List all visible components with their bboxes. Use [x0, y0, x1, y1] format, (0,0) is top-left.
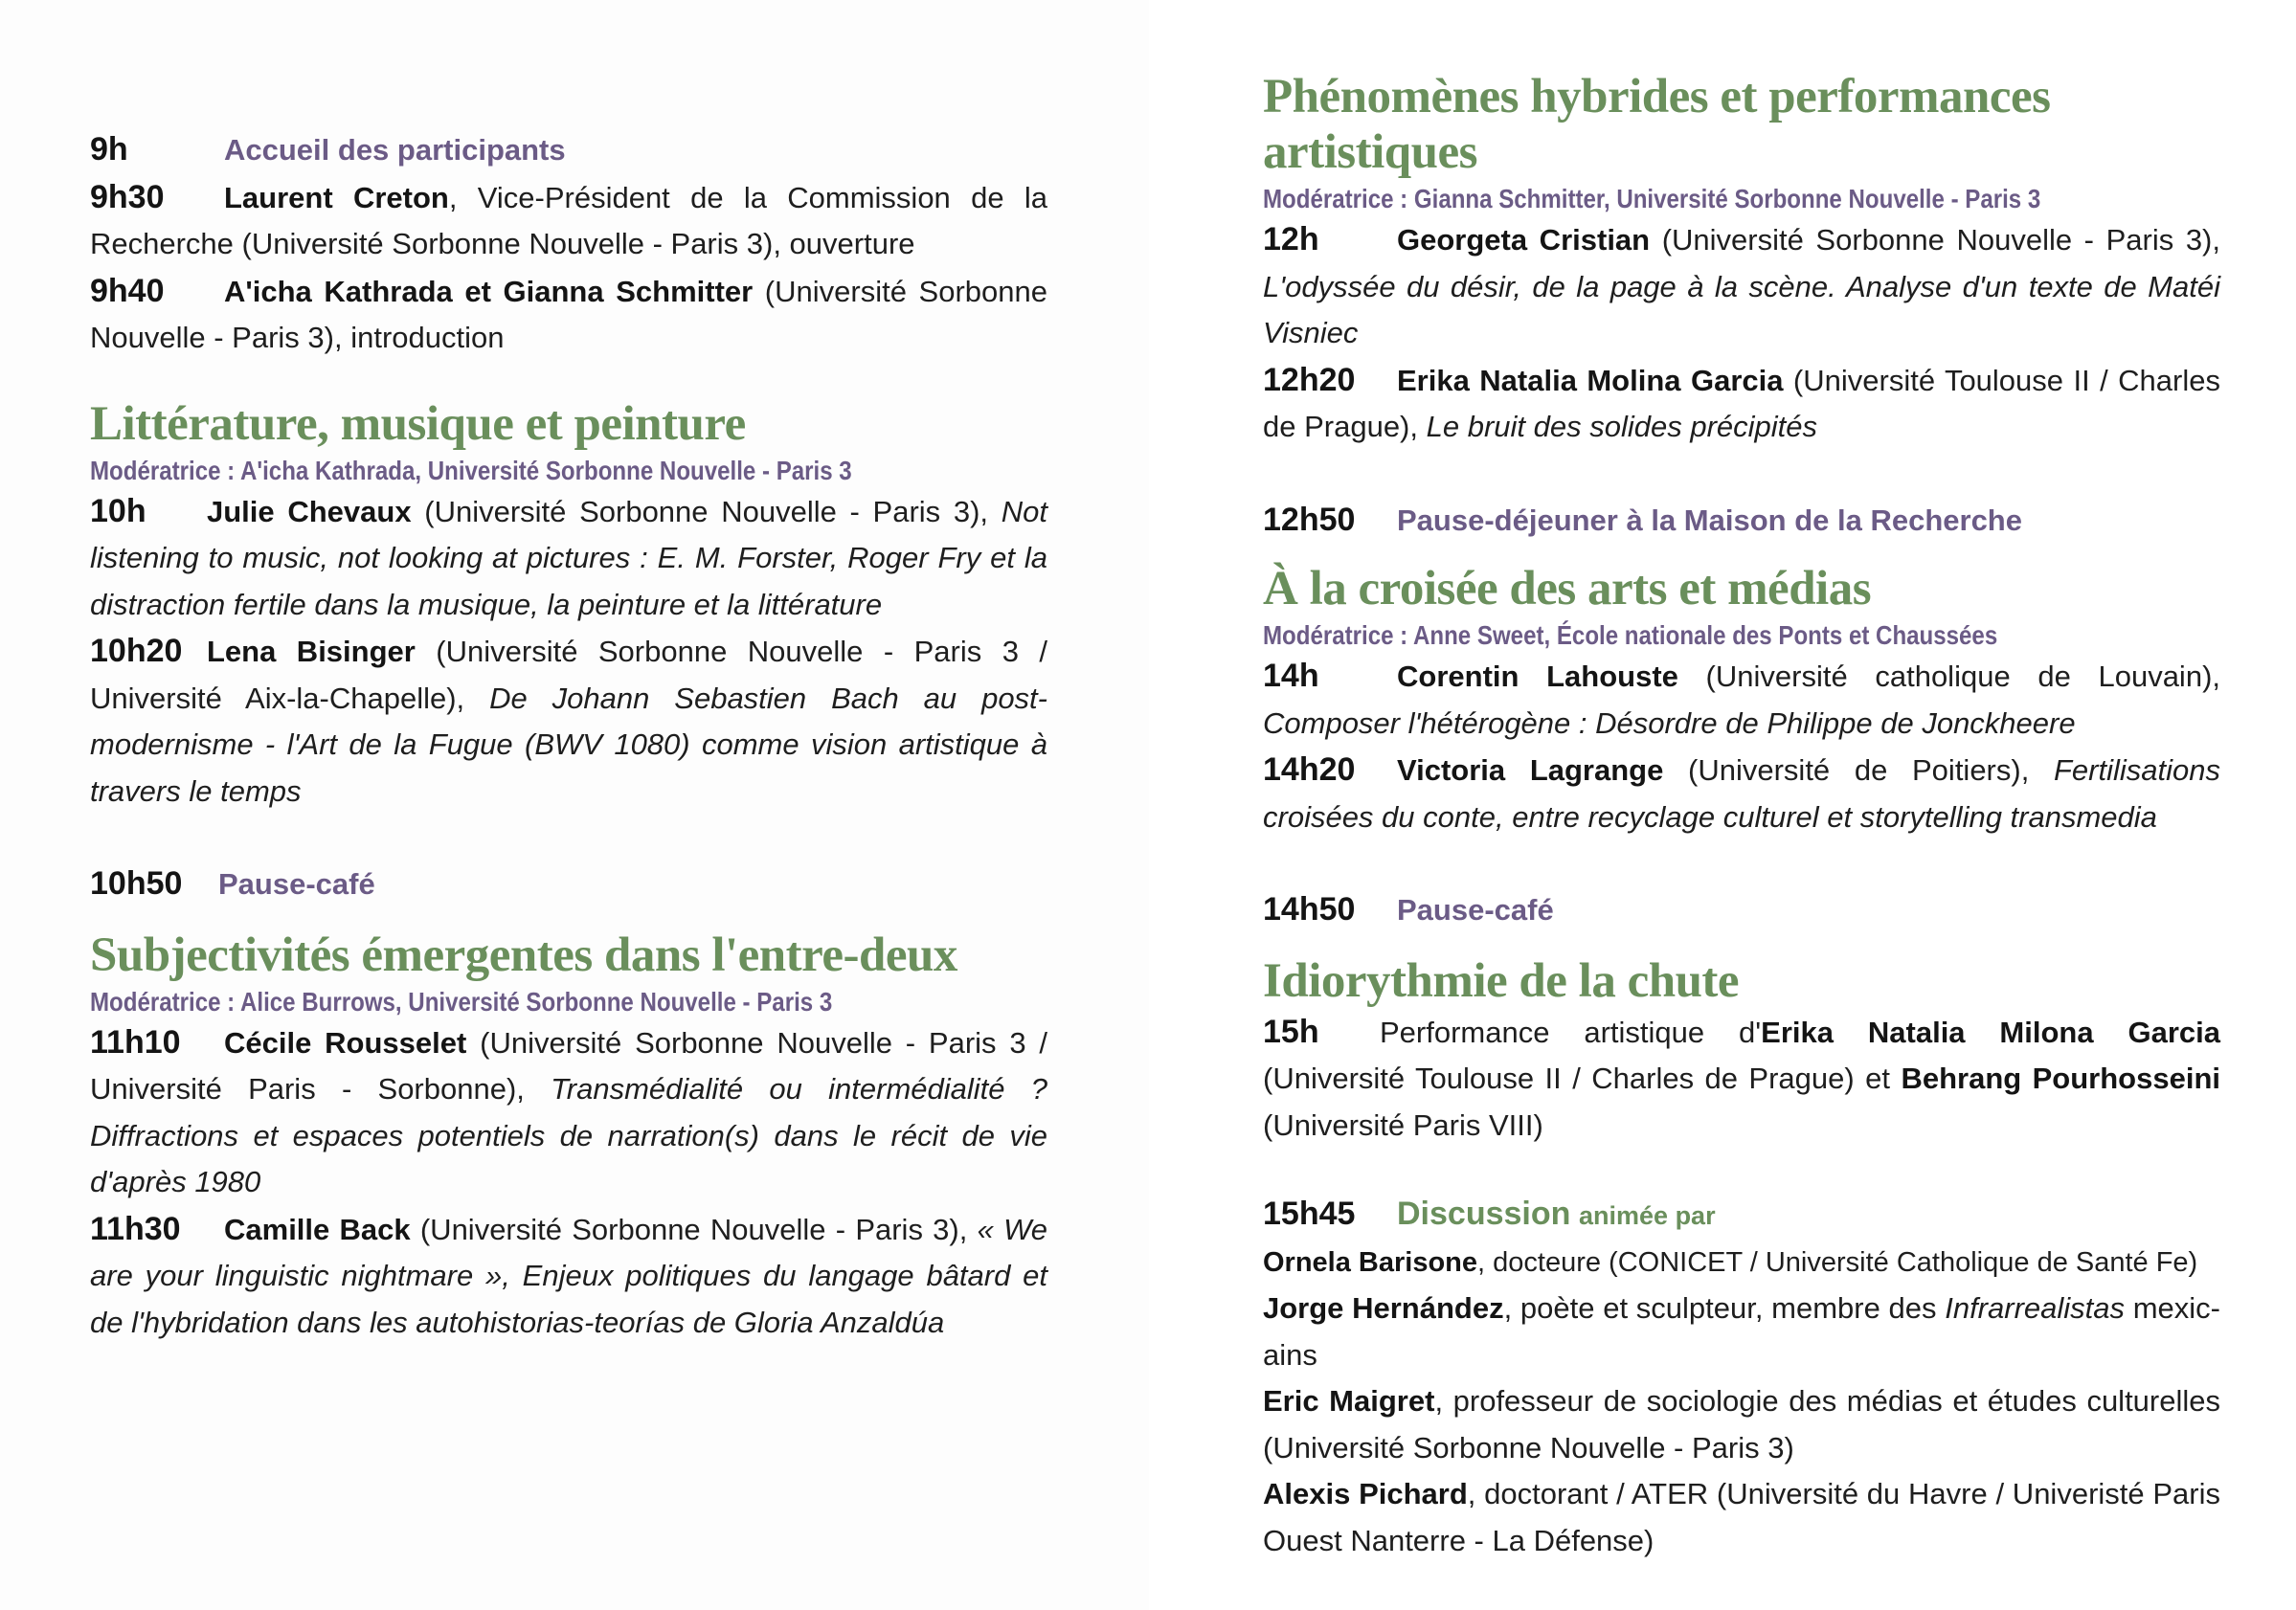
- speaker-name: Victoria Lagrange: [1397, 753, 1664, 787]
- time-label: 15h45: [1263, 1196, 1356, 1232]
- time-label: 12h: [1263, 221, 1319, 257]
- discussant-entry: [1263, 1471, 2220, 1564]
- discussant-details: , poète et sculpteur, membre des: [1503, 1291, 1946, 1325]
- section-title: À la croisée des arts et médias: [1263, 562, 1872, 615]
- time-label: 9h40: [90, 272, 165, 309]
- time-label: 11h30: [90, 1210, 181, 1247]
- talk-entry: [90, 488, 1047, 629]
- discussant-entry: [1263, 1378, 2220, 1471]
- speaker-name: A'icha Kathrada et Gianna Schmitter: [224, 274, 754, 308]
- schedule-entry-lunch: [1263, 497, 2220, 545]
- time-label: 14h50: [1263, 891, 1356, 928]
- speaker-details: (Université Sorbonne Nouvelle - Paris 3), introduction: [90, 274, 1047, 354]
- time-label: 14h20: [1263, 751, 1356, 788]
- affiliation: (Université catholique de Louvain),: [1677, 660, 2220, 693]
- discussion-label: Discussion: [1397, 1196, 1571, 1232]
- talk-title: Le bruit des solides précipités: [1426, 410, 1817, 443]
- discussant-name: Alexis Pichard: [1263, 1477, 1468, 1510]
- performer-details: (Université Paris VIII): [1263, 1107, 1543, 1142]
- affiliation: (Université de Poitiers),: [1663, 753, 2054, 787]
- affiliation: (Université Sorbonne Nouvelle - Paris 3),: [1650, 223, 2220, 257]
- time-label: 12h50: [1263, 501, 1356, 538]
- performer-name: Behrang Pourhosseini: [1901, 1062, 2220, 1095]
- talk-title: « We are your linguistic nightmare », Enjeux politiques du langage bâtard et de l'hybridation dans les autohistorias-teorías de Gloria Anzaldúa: [90, 1212, 1048, 1339]
- moderator-line: Modératrice : Gianna Schmitter, Université Sorbonne Nouvelle - Paris 3: [1263, 184, 2041, 213]
- schedule-entry-introduction: [90, 268, 1047, 362]
- affiliation: (Université Sorbonne Nouvelle - Paris 3 / Université Aix-la-Chapelle),: [90, 635, 1048, 715]
- speaker-name: Cécile Rousselet: [224, 1025, 467, 1060]
- speaker-name: Georgeta Cristian: [1397, 223, 1651, 257]
- talk-entry: [1263, 357, 2220, 451]
- affiliation: (Université Sorbonne Nouvelle - Paris 3),: [411, 494, 1002, 528]
- performer-details: (Université Toulouse II / Charles de Prague) et: [1263, 1062, 1902, 1095]
- discussant-entry: [1263, 1286, 2220, 1378]
- discussant-entry: [1263, 1240, 2220, 1286]
- break-label: Pause-café: [218, 867, 375, 901]
- discussant-name: Eric Maigret: [1263, 1384, 1435, 1418]
- discussant-details: , professeur de sociologie des médias et études culturelles (Université Sorbonne Nouvelle - Paris 3): [1263, 1384, 2220, 1465]
- time-label: 10h: [90, 492, 146, 529]
- moderator-line: Modératrice : Alice Burrows, Université Sorbonne Nouvelle - Paris 3: [90, 986, 833, 1017]
- discussant-details: mexic-ains: [1263, 1291, 2220, 1372]
- talk-entry: [90, 628, 1047, 815]
- discussant-name: Jorge Hernández: [1263, 1291, 1504, 1325]
- break-label: Pause-café: [1397, 893, 1554, 927]
- speaker-name: Camille Back: [224, 1212, 411, 1246]
- schedule-entry-welcome: [90, 126, 1047, 174]
- moderator-line: Modératrice : A'icha Kathrada, Université Sorbonne Nouvelle - Paris 3: [90, 455, 852, 485]
- talk-entry: [90, 1206, 1047, 1347]
- discussant-group: Infrarrealistas: [1945, 1291, 2126, 1325]
- time-label: 14h: [1263, 658, 1319, 694]
- talk-title: Fertilisations croisées du conte, entre recyclage culturel et storytelling transmedia: [1263, 753, 2220, 834]
- performance-lead: Performance artistique d': [1380, 1015, 1762, 1049]
- talk-entry: [1263, 747, 2220, 840]
- time-label: 12h20: [1263, 361, 1356, 398]
- affiliation: (Université Sorbonne Nouvelle - Paris 3 / Université Paris - Sorbonne),: [90, 1025, 1047, 1106]
- time-label: 15h: [1263, 1013, 1319, 1050]
- discussant-name: Ornela Barisone: [1263, 1246, 1478, 1278]
- speaker-details: , Vice-Président de la Commission de la Recherche (Université Sorbonne Nouvelle - Paris 3), ouverture: [90, 180, 1047, 260]
- speaker-name: Erika Natalia Molina Garcia: [1397, 363, 1784, 397]
- speaker-name: Laurent Creton: [224, 180, 449, 214]
- talk-title: De Johann Sebastien Bach au post-modernisme - l'Art de la Fugue (BWV 1080) comme vision artistique à travers le temps: [90, 681, 1047, 808]
- lunch-label: Pause-déjeuner à la Maison de la Recherche: [1397, 503, 2022, 537]
- talk-entry: [90, 1019, 1047, 1206]
- section-title: Subjectivités émergentes dans l'entre-deux: [90, 928, 957, 982]
- discussant-details: , docteure (CONICET / Université Catholique de Santé Fe): [1477, 1246, 2198, 1278]
- performance-entry: [1263, 1009, 2220, 1150]
- section-title: Phénomènes hybrides et performances artistiques: [1263, 70, 2051, 179]
- performer-name: Erika Natalia Milona Garcia: [1761, 1015, 2220, 1049]
- time-label: 10h20: [90, 633, 183, 669]
- affiliation: (Université Sorbonne Nouvelle - Paris 3),: [410, 1212, 978, 1246]
- talk-title: Composer l'hétérogène : Désordre de Philippe de Jonckheere: [1263, 705, 2076, 740]
- talk-entry: [1263, 653, 2220, 747]
- talk-title: L'odyssée du désir, de la page à la scène. Analyse d'un texte de Matéi Visniec: [1263, 269, 2220, 349]
- schedule-entry-break: [1263, 886, 2220, 934]
- discussant-details: , doctorant / ATER (Université du Havre / Univeristé Paris Ouest Nanterre - La Défense): [1263, 1477, 2220, 1557]
- moderator-line: Modératrice : Anne Sweet, École nationale des Ponts et Chaussées: [1263, 620, 1998, 650]
- speaker-name: Lena Bisinger: [207, 635, 416, 668]
- talk-entry: [1263, 216, 2220, 357]
- talk-title: Transmédialité ou intermédialité ? Diffractions et espaces potentiels de narration(s) dans le récit de vie d'après 1980: [90, 1072, 1047, 1198]
- time-label: 9h30: [90, 178, 165, 215]
- section-title: Idiorythmie de la chute: [1263, 953, 1740, 1008]
- affiliation: (Université Toulouse II / Charles de Prague),: [1263, 363, 2220, 443]
- speaker-name: Julie Chevaux: [207, 494, 412, 528]
- time-label: 11h10: [90, 1023, 181, 1061]
- schedule-entry-opening: [90, 174, 1047, 268]
- discussion-sublabel: animée par: [1579, 1201, 1716, 1230]
- time-label: 9h: [90, 131, 128, 168]
- welcome-label: Accueil des participants: [224, 133, 566, 167]
- speaker-name: Corentin Lahouste: [1397, 660, 1678, 693]
- section-title: Littérature, musique et peinture: [90, 396, 746, 451]
- discussion-header: [1263, 1191, 2220, 1240]
- time-label: 10h50: [90, 865, 183, 902]
- schedule-entry-break: [90, 861, 1047, 908]
- right-page: [1149, 0, 2296, 1610]
- talk-title: Not listening to music, not looking at pictures : E. M. Forster, Roger Fry et la distraction fertile dans la musique, la peinture et la littérature: [90, 494, 1047, 621]
